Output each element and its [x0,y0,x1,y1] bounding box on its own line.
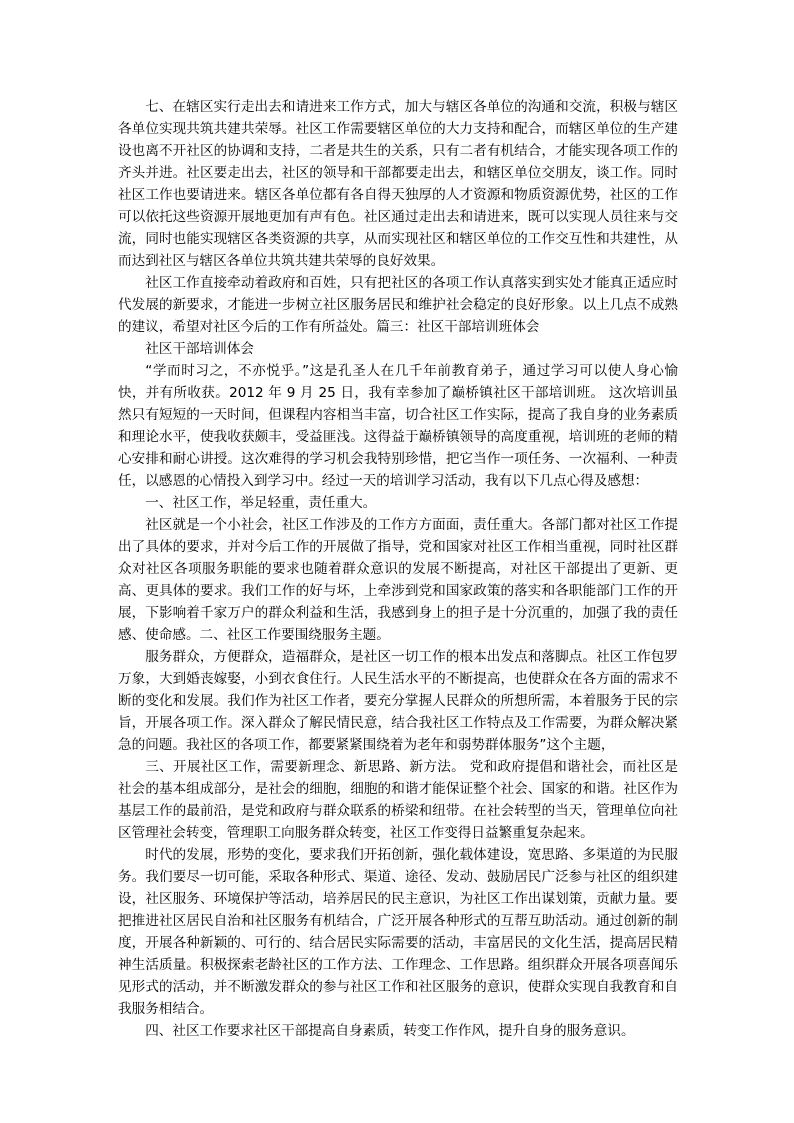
document-page [118,96,678,1042]
paragraph: 服务群众，方便群众，造福群众，是社区一切工作的根本出发点和落脚点。社区工作包罗万象，大到婚丧嫁娶，小到衣食住行。人民生活水平的不断提高，也使群众在各方面的需求不断的变化和发展。我们作为社区工作者，要充分掌握人民群众的所想所需，本着服务于民的宗旨，开展各项工作。深入群众了解民情民意，结合我社区工作特点及工作需要，为群众解决紧急的问题。我社区的各项工作，都要紧紧围绕着为老年和弱势群体服务”这个主题， [118,649,678,753]
paragraph: 七、在辖区实行走出去和请进来工作方式，加大与辖区各单位的沟通和交流，积极与辖区各单位实现共筑共建共荣辱。社区工作需要辖区单位的大力支持和配合，而辖区单位的生产建设也离不开社区的协调和支持，二者是共生的关系，只有二者有机结合，才能实现各项工作的齐头并进。社区要走出去，社区的领导和干部都要走出去，和辖区单位交朋友，谈工作。同时社区工作也要请进来。辖区各单位都有各自得天独厚的人才资源和物质资源优势，社区的工作可以依托这些资源开展地更加有声有色。社区通过走出去和请进来，既可以实现人员往来与交流，同时也能实现辖区各类资源的共享，从而实现社区和辖区单位的工作交互性和共建性，从而达到社区与辖区各单位共筑共建共荣辱的良好效果。 [118,99,678,269]
paragraph: 三、开展社区工作，需要新理念、新思路、新方法。 党和政府提倡和谐社会，而社区是社会的基本组成部分，是社会的细胞，细胞的和谐才能保证整个社会、国家的和谐。社区作为基层工作的最前沿，是党和政府与群众联系的桥梁和纽带。在社会转型的当天，管理单位向社区管理社会转变，管理职工向服务群众转变，社区工作变得日益繁重复杂起来。 [118,759,678,841]
section-heading: 四、社区工作要求社区干部提高自身素质，转变工作作风，提升自身的服务意识。 [145,1023,635,1039]
paragraph: 时代的发展，形势的变化，要求我们开拓创新，强化载体建设，宽思路、多渠道的为民服务。我们要尽一切可能，采取各种形式、渠道、途径、发动、鼓励居民广泛参与社区的组织建设，社区服务、环境保护等活动，培养居民的民主意识，为社区工作出谋划策，贡献力量。要把推进社区居民自治和社区服务有机结合，广泛开展各种形式的互帮互助活动。通过创新的制度，开展各种新颖的、可行的、结合居民实际需要的活动，丰富居民的文化生活，提高居民精神生活质量。积极探索老龄社区的工作方法、工作理念、工作思路。组织群众开展各项喜闻乐见形式的活动，并不断激发群众的参与社区工作和社区服务的意识，使群众实现自我教育和自我服务相结合。 [118,847,678,1017]
section-title: 社区干部培训体会 [145,341,254,357]
paragraph: “学而时习之，不亦悦乎。”这是孔圣人在几千年前教育弟子，通过学习可以使人身心愉快，并有所收获。2012 年 9 月 25 日，我有幸参加了巅桥镇社区干部培训班。 这次培训虽然只有短短的一天时间，但课程内容相当丰富，切合社区工作实际，提高了我自身的业务素质和理论水平，使我收获颇丰，受益匪浅。这得益于巅桥镇领导的高度重视，培训班的老师的精心安排和耐心讲授。这次难得的学习机会我特别珍惜，把它当作一项任务、一次福利、一种责任，以感恩的心情投入到学习中。经过一天的培训学习活动，我有以下几点心得及感想： [118,363,678,489]
paragraph: 社区就是一个小社会，社区工作涉及的工作方方面面，责任重大。各部门都对社区工作提出了具体的要求，并对今后工作的开展做了指导，党和国家对社区工作相当重视，同时社区群众对社区各项服务职能的要求也随着群众意识的发展不断提高，对社区干部提出了更新、更高、更具体的要求。我们工作的好与坏，上牵涉到党和国家政策的落实和各职能部门工作的开展，下影响着千家万户的群众利益和生活，我感到身上的担子是十分沉重的，加强了我的责任感、使命感。二、社区工作要围绕服务主题。 [118,517,678,643]
section-heading: 一、社区工作，举足轻重，责任重大。 [145,495,377,511]
paragraph: 社区工作直接牵动着政府和百姓，只有把社区的各项工作认真落实到实处才能真正适应时代发展的新要求，才能进一步树立社区服务居民和维护社会稳定的良好形象。以上几点不成熟的建议，希望对社区今后的工作有所益处。篇三：社区干部培训班体会 [118,275,678,335]
